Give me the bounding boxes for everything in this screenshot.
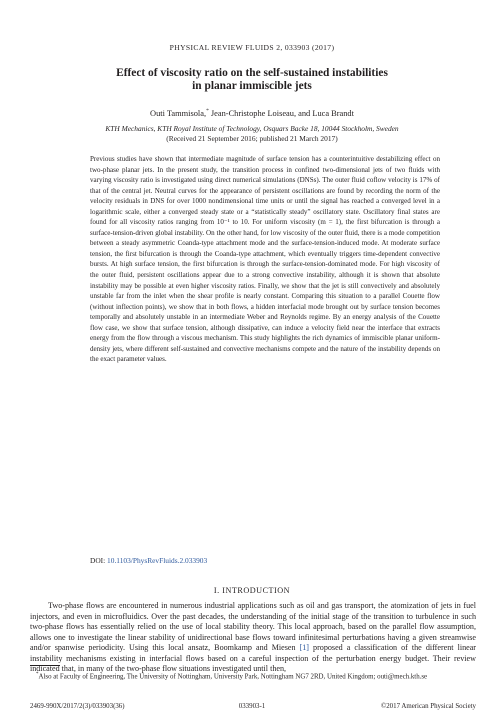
abstract: Previous studies have shown that intermediate magnitude of surface tension has a counterintuitive destabilizing effect on two-phase planar jets. In the present study, the transition process in confined two-dimensional jets of two fluids with varying viscosity ratio is investigated using direct numerical simulations (DNSs). The outer fluid coflow velocity is 17% of that of the central jet. Neutral curves for the appearance of persistent oscillations are found by recording the norm of the velocity residuals in DNS for over 1000 nondimensional time units or until the signal has reached a converged level in a logarithmic scale, either a converged steady state or a “statistically steady” oscillatory state. Oscillatory final states are found for all viscosity ratios ranging from 10⁻¹ to 10. For uniform viscosity (m = 1), the first bifurcation is through a surface-tension-driven global instability. On the other hand, for low viscosity of the outer fluid, there is a mode competition between a steady asymmetric Coanda-type attachment mode and the surface-tension-induced mode. At moderate surface tension, the first bifurcation is through the Coanda-type attachment, which eventually triggers time-dependent convective bursts. At high surface tension, the first bifurcation is through the surface-tension-dominated mode. For high viscosity of the outer fluid, persistent oscillations appear due to a strong convective instability, although it is shown that absolute instability may be possible at even higher viscosity ratios. Finally, we show that the jet is still convectively and absolutely unstable far from the inlet when the shear profile is nearly constant. Comparing this situation to a parallel Couette flow (without inflection points), we show that in both flows, a hidden interfacial mode brought out by surface tension becomes temporally and absolutely unstable in an intermediate Weber and Reynolds regime. By an energy analysis of the Couette flow case, we show that surface tension, although dissipative, can induce a velocity field near the interface that extracts energy from the flow through a viscous mechanism. This study highlights the rich dynamics of immiscible planar uniform-density jets, where different self-sustained and convective mechanisms compete and the nature of the instability depends on the exact parameter values. <box>90 155 440 364</box>
footnote-divider <box>30 665 60 666</box>
intro-text-1: Two-phase flows are encountered in numerous industrial applications such as oil and gas transport, the atomization of jets in fuel injectors, and even in microfluidics. Over the past decades, the understanding of the initial stage of the transition to turbulence in such two-phase flows has essentially relied on the use of local stability theory. This local approach, based on the parallel flow assumption, allows one to investigate the linear stability of unidirectional base flows toward infinitesimal perturbations having a given streamwise and/or spanwise periodicity. Using this local ansatz, Boomkamp and Miesen <box>30 601 476 653</box>
footer-copyright: ©2017 American Physical Society <box>381 703 476 710</box>
footer-issn: 2469-990X/2017/2(3)/033903(36) <box>30 703 125 710</box>
affiliation: KTH Mechanics, KTH Royal Institute of Technology, Osquars Backe 18, 10044 Stockholm, Sweden <box>105 124 399 133</box>
intro-text-2: proposed a classification of the different linear instability mechanisms existing in interfacial flows based on a careful inspection of the perturbation energy budget. Their review indicated that, in many of the two-phase flow situations investigated until then, <box>30 643 476 674</box>
doi-line <box>90 556 207 565</box>
doi-link[interactable]: 10.1103/PhysRevFluids.2.033903 <box>107 556 208 565</box>
author-rest: Jean-Christophe Loiseau, and Luca Brandt <box>208 108 354 118</box>
author-list <box>30 108 474 118</box>
publication-dates: (Received 21 September 2016; published 21 March 2017) <box>166 134 338 143</box>
author-first: Outi Tammisola, <box>150 108 207 118</box>
title-line-2: in planar immiscible jets <box>192 80 312 93</box>
citation-link[interactable]: [1] <box>299 643 309 653</box>
title-line-1: Effect of viscosity ratio on the self-sustained instabilities <box>116 67 388 79</box>
footer-page-number: 033903-1 <box>238 703 266 710</box>
footnote-text: Also at Faculty of Engineering, The University of Nottingham, University Park, Nottingham NG7 2RD, United Kingdom; outi@mech.kth.se <box>38 673 428 681</box>
footnote <box>30 670 476 682</box>
footnote-mark: * <box>36 672 39 677</box>
paper-title <box>60 67 444 94</box>
introduction-paragraph <box>30 601 476 675</box>
section-heading: I. INTRODUCTION <box>213 586 291 595</box>
journal-header: PHYSICAL REVIEW FLUIDS 2, 033903 (2017) <box>169 43 335 52</box>
doi-label: DOI: <box>90 556 108 565</box>
author-footnote-mark: * <box>206 108 209 114</box>
